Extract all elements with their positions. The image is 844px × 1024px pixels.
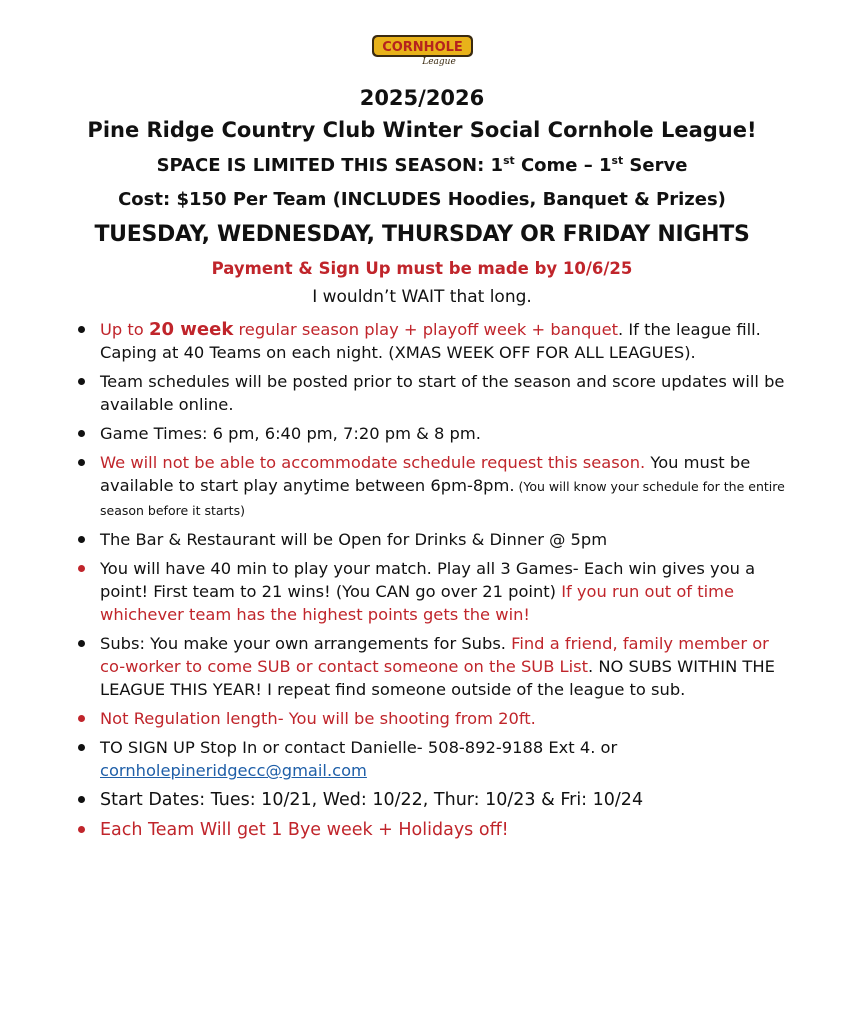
logo-main-text: CORNHOLE [382,40,463,55]
bullet-icon [78,326,85,333]
rule-item-start-dates: Start Dates: Tues: 10/21, Wed: 10/22, Thur: 10/23 & Fri: 10/24 [78,788,794,812]
email-link[interactable]: cornholepineridgecc@gmail.com [100,761,367,780]
logo-sub-text: League [422,57,456,66]
rule-item-bar: The Bar & Restaurant will be Open for Drinks & Dinner @ 5pm [78,528,794,551]
rule-item-schedule-request: We will not be able to accommodate schedule request this season. You must be available to start play anytime between 6pm-8pm. (You will know your schedule for the entire season before it starts) [78,451,794,522]
cost-line: Cost: $150 Per Team (INCLUDES Hoodies, Banquet & Prizes) [118,189,726,210]
bullet-icon [78,378,85,385]
bullet-icon [78,744,85,751]
bullet-icon [78,715,85,722]
cornhole-league-logo [371,32,474,66]
rule-item-distance: Not Regulation length- You will be shooting from 20ft. [78,707,794,730]
space-limited-line: SPACE IS LIMITED THIS SEASON: 1st Come – 1st Serve [156,154,688,176]
bullet-icon [78,826,85,833]
nights-line: TUESDAY, WEDNESDAY, THURSDAY OR FRIDAY NIGHTS [94,222,750,247]
payment-deadline: Payment & Sign Up must be made by 10/6/25 [211,259,633,278]
rule-item-subs: Subs: You make your own arrangements for Subs. Find a friend, family member or co-worker to come SUB or contact someone on the SUB List. NO SUBS WITHIN THE LEAGUE THIS YEAR! I repeat find someone outside of the league to sub. [78,632,794,701]
wait-note: I wouldn’t WAIT that long. [312,287,532,307]
season-year: 2025/2026 [359,86,485,110]
rules-list [78,318,794,848]
bullet-icon [78,565,85,572]
rule-item-schedules: Team schedules will be posted prior to start of the season and score updates will be available online. [78,370,794,416]
rule-item-season: Up to 20 week regular season play + playoff week + banquet. If the league fill. Caping at 40 Teams on each night. (XMAS WEEK OFF FOR ALL LEAGUES). [78,318,794,364]
bullet-icon [78,796,85,803]
rule-item-bye-week: Each Team Will get 1 Bye week + Holidays off! [78,818,794,842]
bullet-icon [78,536,85,543]
rule-item-game-times: Game Times: 6 pm, 6:40 pm, 7:20 pm & 8 pm. [78,422,794,445]
bullet-icon [78,640,85,647]
bullet-icon [78,430,85,437]
rule-item-sign-up: TO SIGN UP Stop In or contact Danielle- 508-892-9188 Ext 4. or cornholepineridgecc@gmail.com [78,736,794,782]
bullet-icon [78,459,85,466]
league-title: Pine Ridge Country Club Winter Social Cornhole League! [87,118,757,142]
rule-item-match-time: You will have 40 min to play your match. Play all 3 Games- Each win gives you a point! First team to 21 wins! (You CAN go over 21 point) If you run out of time whichever team has the highest points gets the win! [78,557,794,626]
